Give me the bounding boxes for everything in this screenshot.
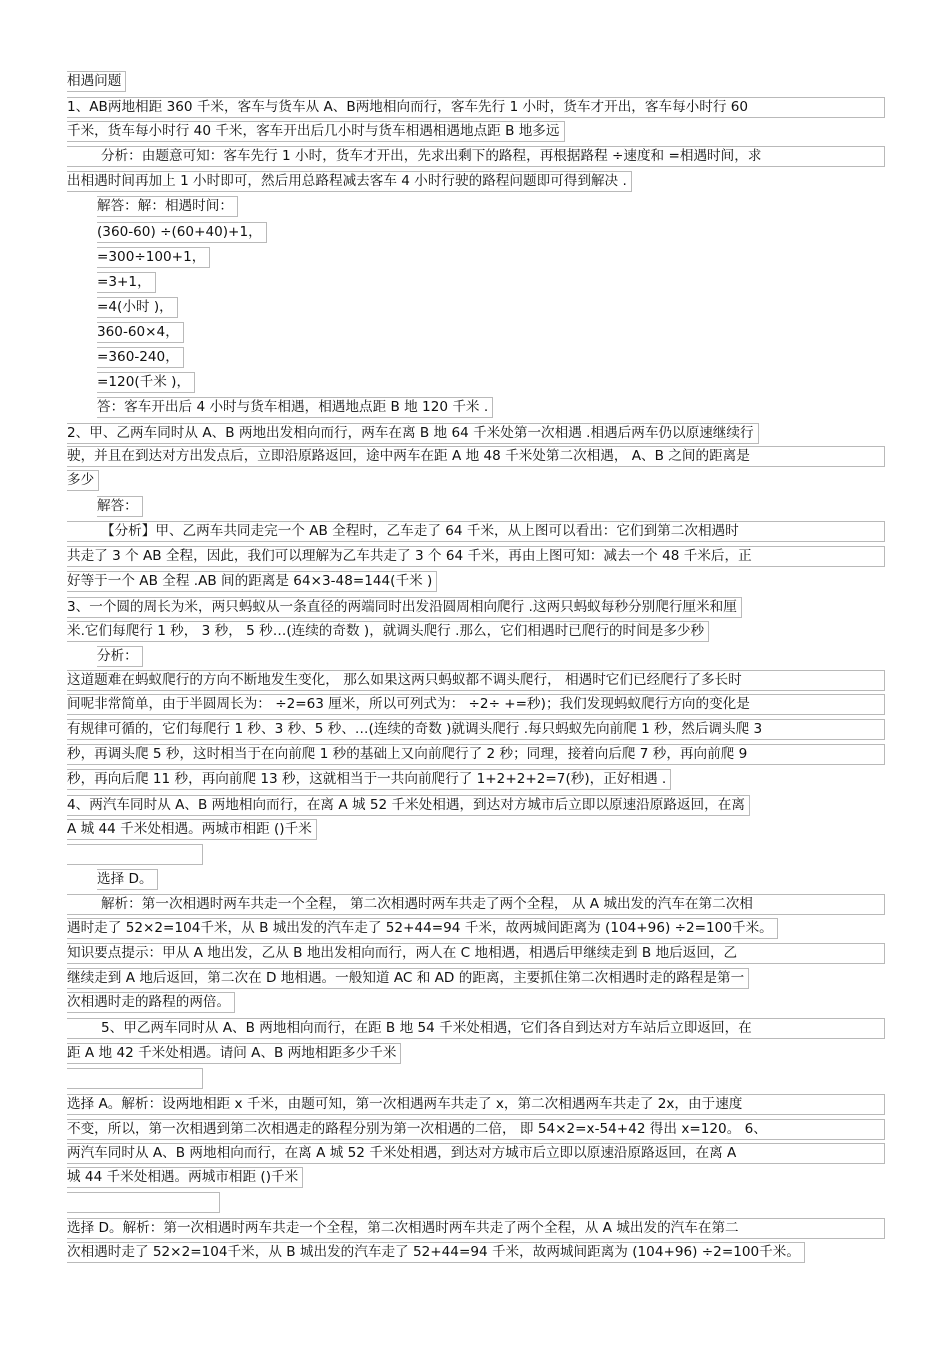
answer-blank-4 <box>67 844 203 865</box>
document-title: 相遇问题 <box>67 71 885 92</box>
answer-blank-5 <box>67 1068 203 1089</box>
problem-1-line-2: 千米，货车每小时行 40 千米，客车开出后几小时与货车相遇相遇地点距 B 地多远 <box>67 121 885 142</box>
calc-1-step-3: =3+1， <box>97 272 885 293</box>
analysis-3-heading: 分析： <box>97 646 885 667</box>
answer-2-heading: 解答： <box>97 496 885 517</box>
analysis-3-line-5: 秒，再向后爬 11 秒，再向前爬 13 秒，这就相当于一共向前爬行了 1+2+2+2=7(秒)，正好相遇 . <box>67 769 885 790</box>
explanation-6-line-1: 选择 D。解析：第一次相遇时两车共走一个全程，第二次相遇时两车共走了两个全程，从 A 城出发的汽车在第二 <box>67 1218 885 1239</box>
problem-1-line-1: 1、AB两地相距 360 千米，客车与货车从 A、B两地相向而行，客车先行 1 小时，货车才开出，客车每小时行 60 <box>67 97 885 118</box>
analysis-1-line-2: 出相遇时间再加上 1 小时即可，然后用总路程减去客车 4 小时行驶的路程问题即可得到解决 . <box>67 171 885 192</box>
problem-6-line-1: 两汽车同时从 A、B 两地相向而行，在离 A 城 52 千米处相遇，到达对方城市后立即以原速沿原路返回，在离 A <box>67 1143 885 1164</box>
answer-2-analysis-line-1: 【分析】甲、乙两车共同走完一个 AB 全程时，乙车走了 64 千米，从上图可以看出：它们到第二次相遇时 <box>67 521 885 542</box>
analysis-3-line-1: 这道题难在蚂蚁爬行的方向不断地发生变化， 那么如果这两只蚂蚁都不调头爬行， 相遇时它们已经爬行了多长时 <box>67 670 885 691</box>
choice-4: 选择 D。 <box>97 869 885 890</box>
problem-2-line-1: 2、甲、乙两车同时从 A、B 两地出发相向而行，两车在离 B 地 64 千米处第一次相遇 .相遇后两车仍以原速继续行 <box>67 423 885 444</box>
problem-3-line-2: 米.它们每爬行 1 秒， 3 秒， 5 秒…(连续的奇数 )，就调头爬行 .那么，它们相遇时已爬行的时间是多少秒 <box>67 621 885 642</box>
explanation-6-line-2: 次相遇时走了 52×2=104千米，从 B 城出发的汽车走了 52+44=94 千米，故两城间距离为 (104+96) ÷2=100千米。 <box>67 1242 885 1263</box>
answer-2-analysis-line-2: 共走了 3 个 AB 全程，因此，我们可以理解为乙车共走了 3 个 64 千米，再由上图可知：减去一个 48 千米后，正 <box>67 546 885 567</box>
key-points-line-1: 知识要点提示：甲从 A 地出发，乙从 B 地出发相向而行，两人在 C 地相遇，相遇后甲继续走到 B 地后返回，乙 <box>67 943 885 964</box>
problem-4-line-1: 4、两汽车同时从 A、B 两地相向而行，在离 A 城 52 千米处相遇，到达对方城市后立即以原速沿原路返回，在离 <box>67 795 885 816</box>
analysis-3-line-2: 间呢非常简单，由于半圆周长为： ÷2=63 厘米，所以可列式为： ÷2÷ +=秒)；我们发现蚂蚁爬行方向的变化是 <box>67 694 885 715</box>
calc-1-step-4: =4(小时 )， <box>97 297 885 318</box>
answer-2-analysis-line-3: 好等于一个 AB 全程 .AB 间的距离是 64×3-48=144(千米 ) <box>67 571 885 592</box>
problem-2-line-2: 驶，并且在到达对方出发点后，立即沿原路返回，途中两车在距 A 地 48 千米处第二次相遇， A、B 之间的距离是 <box>67 446 885 467</box>
key-points-line-3: 次相遇时走的路程的两倍。 <box>67 992 885 1013</box>
problem-6-line-2: 城 44 千米处相遇。两城市相距 ()千米 <box>67 1167 885 1188</box>
problem-5-line-1: 5、甲乙两车同时从 A、B 两地相向而行，在距 B 地 54 千米处相遇，它们各自到达对方车站后立即返回，在 <box>67 1018 885 1039</box>
answer-1-conclusion: 答：客车开出后 4 小时与货车相遇，相遇地点距 B 地 120 千米 . <box>97 397 885 418</box>
calc-1-step-7: =120(千米 )， <box>97 372 885 393</box>
problem-2-line-3: 多少 <box>67 470 885 491</box>
key-points-line-2: 继续走到 A 地后返回，第二次在 D 地相遇。一般知道 AC 和 AD 的距离，主要抓住第二次相遇时走的路程是第一 <box>67 968 885 989</box>
analysis-3-line-3: 有规律可循的，它们每爬行 1 秒、3 秒、5 秒、…(连续的奇数 )就调头爬行 .每只蚂蚁先向前爬 1 秒，然后调头爬 3 <box>67 719 885 740</box>
explanation-4-line-1: 解析：第一次相遇时两车共走一个全程， 第二次相遇时两车共走了两个全程， 从 A 城出发的汽车在第二次相 <box>67 894 885 915</box>
explanation-5-line-2: 不变，所以，第一次相遇到第二次相遇走的路程分别为第一次相遇的二倍， 即 54×2=x-54+42 得出 x=120。 6、 <box>67 1119 885 1140</box>
problem-5-line-2: 距 A 地 42 千米处相遇。请问 A、B 两地相距多少千米 <box>67 1043 885 1064</box>
explanation-5-line-1: 选择 A。解析：设两地相距 x 千米，由题可知，第一次相遇两车共走了 x，第二次相遇两车共走了 2x，由于速度 <box>67 1094 885 1115</box>
analysis-1-line-1: 分析：由题意可知：客车先行 1 小时，货车才开出，先求出剩下的路程，再根据路程 ÷速度和 =相遇时间，求 <box>67 146 885 167</box>
answer-blank-6 <box>67 1192 220 1213</box>
calc-1-step-2: =300÷100+1， <box>97 247 885 268</box>
problem-4-line-2: A 城 44 千米处相遇。两城市相距 ()千米 <box>67 819 885 840</box>
explanation-4-line-2: 遇时走了 52×2=104千米，从 B 城出发的汽车走了 52+44=94 千米，故两城间距离为 (104+96) ÷2=100千米。 <box>67 918 885 939</box>
calc-1-step-1: (360-60) ÷(60+40)+1， <box>97 222 885 243</box>
calc-1-step-6: =360-240， <box>97 347 885 368</box>
answer-1-heading: 解答：解：相遇时间： <box>97 196 885 217</box>
analysis-3-line-4: 秒，再调头爬 5 秒，这时相当于在向前爬 1 秒的基础上又向前爬行了 2 秒；同理，接着向后爬 7 秒，再向前爬 9 <box>67 744 885 765</box>
problem-3-line-1: 3、一个圆的周长为米，两只蚂蚁从一条直径的两端同时出发沿圆周相向爬行 .这两只蚂蚁每秒分别爬行厘米和厘 <box>67 597 885 618</box>
calc-1-step-5: 360-60×4， <box>97 322 885 343</box>
